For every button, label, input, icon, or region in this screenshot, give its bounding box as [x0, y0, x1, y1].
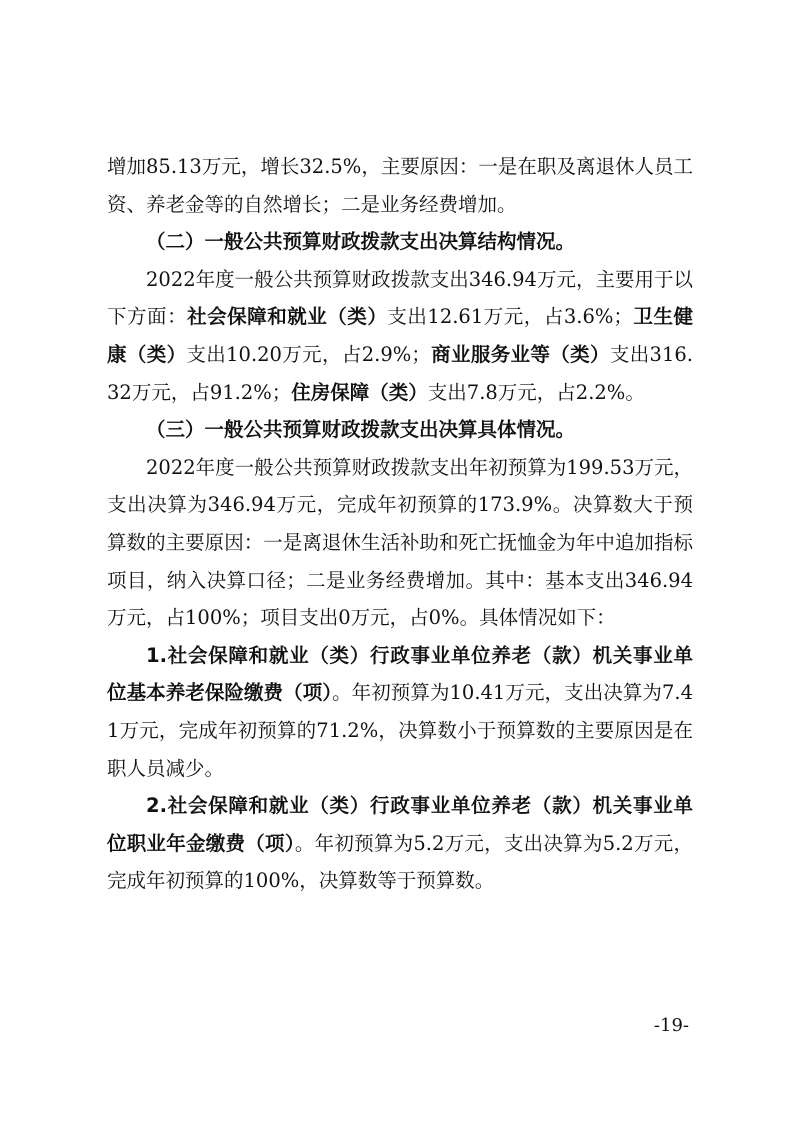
- text-segment: 2022年度一般公共预算财政拨款支出346.94万元，主要用于以下方面：: [107, 267, 693, 329]
- item-1-title: 1.社会保障和就业（类）行政事业单位养老（款）机关事业单位基本养老保险缴费（项）: [107, 643, 693, 705]
- section-heading-structure: （二）一般公共预算财政拨款支出决算结构情况。: [146, 230, 576, 254]
- section-heading-details: （三）一般公共预算财政拨款支出决算具体情况。: [146, 418, 576, 442]
- text-segment: 支出12.61万元，占3.6%；: [387, 305, 633, 329]
- item-1-text: 。年初预算为10.41万元，支出决算为7.41万元，完成年初预算的71.2%，决算数小于预算数的主要原因是在职人员减少。: [107, 681, 693, 780]
- text-segment: 支出10.20万元，占2.9%；: [186, 342, 431, 366]
- paragraph-structure: [107, 261, 693, 411]
- item-2-title: 2.社会保障和就业（类）行政事业单位养老（款）机关事业单位职业年金缴费（项）: [107, 794, 693, 855]
- text-segment: 支出316.32万元，占91.2%；: [107, 342, 693, 404]
- document-body: [107, 148, 693, 900]
- paragraph-increase-reason: 增加85.13万元，增长32.5%，主要原因：一是在职及离退休人员工资、养老金等的自然增长；二是业务经费增加。: [107, 155, 693, 216]
- category-social-security: 社会保障和就业（类）: [187, 305, 388, 329]
- paragraph-details: 2022年度一般公共预算财政拨款支出年初预算为199.53万元，支出决算为346.94万元，完成年初预算的173.9%。决算数大于预算数的主要原因：一是离退休生活补助和死亡抚恤金为年中追加指标项目，纳入决算口径；二是业务经费增加。其中：基本支出346.94万元，占100%；项目支出0万元，占0%。具体情况如下：: [107, 455, 693, 630]
- category-health: 卫生健康（类）: [107, 305, 693, 366]
- category-commerce: 商业服务业等（类）: [430, 342, 610, 366]
- list-item-1: [107, 637, 693, 787]
- text-segment: 支出7.8万元，占2.2%。: [427, 380, 645, 404]
- list-item-2: [107, 787, 693, 900]
- category-housing: 住房保障（类）: [291, 380, 428, 404]
- item-2-text: 。年初预算为5.2万元，支出决算为5.2万元，完成年初预算的100%，决算数等于预算数。: [107, 831, 693, 893]
- page-number: -19-: [653, 1015, 689, 1036]
